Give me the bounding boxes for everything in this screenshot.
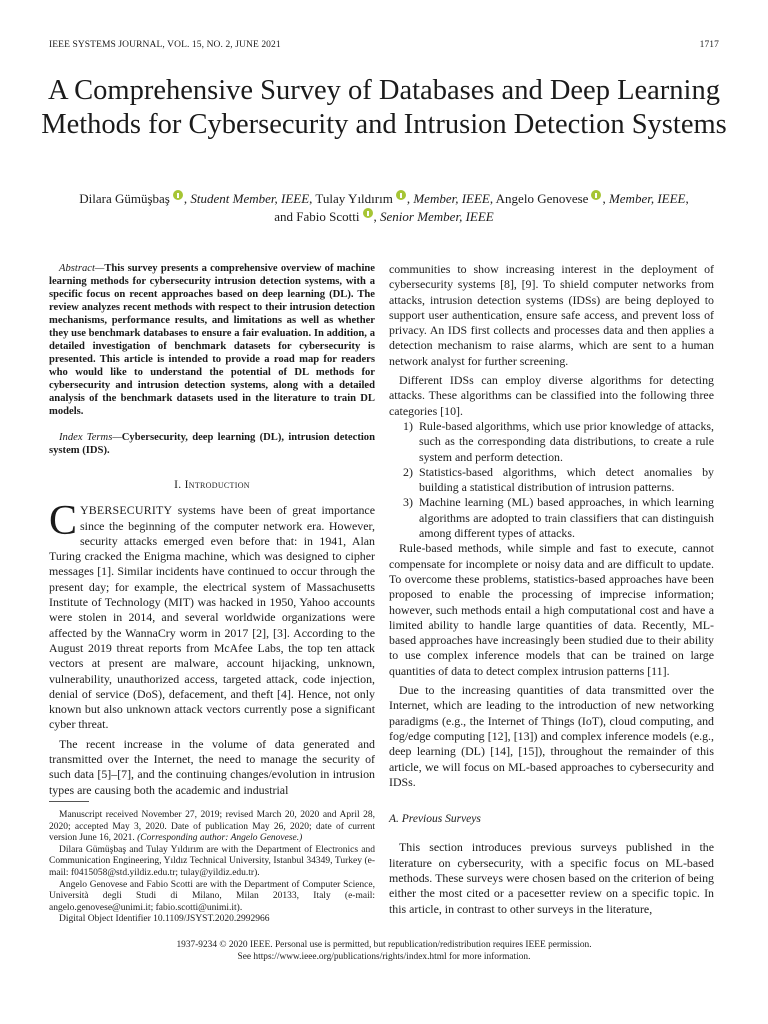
- rights-link[interactable]: See https://www.ieee.org/publications/rights/index.html for more information.: [237, 952, 531, 962]
- page-number: 1717: [699, 40, 719, 50]
- orcid-icon[interactable]: [173, 190, 183, 200]
- footnote-divider: [49, 801, 89, 802]
- intro-paragraph-1: CYBERSECURITY systems have been of great importance since the beginning of the computer network era. However, security attacks emerged even before that: in 1941, Alan Turing cracked the Enigma machine, which was designed to cipher messages [1]. Similar incidents have continued to occur through the present day; for example, the electrical system of Massachusetts Institute of Technology (MIT) was hacked in 1950, Yahoo accounts were stolen in 2014, and several worldwide organizations were affected by the WannaCry worm in 2017 [2], [3]. According to the August 2019 threat reports from McAfee Labs, the top ten attack vectors at present are malware, account hijacking, unknown, vulnerability, unauthorized access, targeted attack, code injection, denial of service (DoS), defacement, and theft [4]. Hence, not only known but also unknown attack vectors currently pose a significant cyber threat.: [49, 498, 375, 732]
- author-name: Tulay Yıldırım: [315, 191, 393, 206]
- author-name: Angelo Genovese: [495, 191, 589, 206]
- drop-cap: C: [49, 498, 78, 545]
- copyright-line: 1937-9234 © 2020 IEEE. Personal use is permitted, but republication/redistribution requires IEEE permission.: [176, 940, 592, 950]
- author-list: Dilara Gümüşbaş , Student Member, IEEE, Tulay Yıldırım , Member, IEEE, Angelo Genovese , Member, IEEE, and Fabio Scotti , Senior Member, IEEE: [79, 191, 689, 224]
- index-terms-text: Cybersecurity, deep learning (DL), intrusion detection system (IDS).: [49, 432, 375, 456]
- paragraph-rule-based: Rule-based methods, while simple and fast to execute, cannot compensate for incomplete or noisy data and are difficult to update. To overcome these problems, statistics-based approaches have been proposed to enable the processing of imprecise information; however, such methods entail a high computational cost and have a limited ability to handle large quantities of data. Recently, ML-based approaches have increasingly been studied due to their ability to use complex inference models that can be trained on large quantities of data to detect complex intrusion patterns [11].: [389, 541, 714, 678]
- copyright-notice: [40, 939, 728, 963]
- subsection-heading-previous-surveys: A. Previous Surveys: [389, 813, 481, 826]
- list-item: 3) Machine learning (ML) based approaches, in which learning algorithms are adopted to train classifiers that can distinguish among different types of attacks.: [403, 495, 714, 541]
- paragraph-previous-surveys: This section introduces previous surveys published in the literature on cybersecurity, with a specific focus on ML-based methods. These surveys were chosen based on the criterion of being either the most cited or a pacesetter review on a specific topic. In this article, in contrast to other surveys in the literature,: [389, 840, 714, 916]
- index-terms: [49, 431, 375, 457]
- orcid-icon[interactable]: [591, 190, 601, 200]
- author-role: Senior Member, IEEE: [380, 209, 494, 224]
- abstract-label: Abstract—: [59, 263, 105, 274]
- paper-title: A Comprehensive Survey of Databases and Deep Learning Methods for Cybersecurity and Intrusion Detection Systems: [41, 75, 727, 140]
- orcid-icon[interactable]: [363, 208, 373, 218]
- journal-name: IEEE SYSTEMS JOURNAL, VOL. 15, NO. 2, JUNE 2021: [49, 40, 281, 50]
- paragraph-ids: Different IDSs can employ diverse algorithms for detecting attacks. These algorithms can be classified into the following three categories [10].: [389, 373, 714, 418]
- paragraph-due: Due to the increasing quantities of data transmitted over the Internet, which are leading to the introduction of new networking paradigms (e.g., the Internet of Things (IoT), cloud computing, and fog/edge computing [12], [13]) and complex inference models (e.g., deep learning (DL) [14], [15]), throughout the remainder of this article, we will focus on ML-based approaches to cybersecurity and IDSs.: [389, 683, 714, 789]
- author-name: Fabio Scotti: [296, 209, 360, 224]
- author-role: Student Member, IEEE: [190, 191, 310, 206]
- footnotes: [49, 810, 375, 926]
- category-list: [389, 419, 714, 541]
- index-terms-label: Index Terms—: [59, 432, 122, 443]
- section-heading-introduction: I. Introduction: [174, 479, 250, 491]
- running-header: [49, 40, 719, 54]
- footnote-doi: Digital Object Identifier 10.1109/JSYST.2020.2992966: [59, 914, 270, 925]
- list-item: 1) Rule-based algorithms, which use prior knowledge of attacks, such as the corresponding data distributions, to create a rule system and perform detection.: [403, 418, 714, 464]
- intro-paragraph-2: The recent increase in the volume of data generated and transmitted over the Internet, the need to manage the security of such data [5]–[7], and the continuing changes/evolution in intrusion types are causing both the academic and industrial: [49, 736, 375, 797]
- abstract: [49, 262, 375, 418]
- paragraph-continuation: communities to show increasing interest in the deployment of cybersecurity systems [8], [9]. To shield computer networks from attacks, intrusion detection systems (IDSs) are being deployed to support user authentication, ensure safe access, and prevent loss of privacy. An IDS first collects and processes data and then applies a detection mechanism to raise alarms, which are sent to a human network analyst for further screening.: [389, 262, 714, 368]
- author-role: Member, IEEE: [413, 191, 490, 206]
- orcid-icon[interactable]: [396, 190, 406, 200]
- footnote-affiliation-1: Dilara Gümüşbaş and Tulay Yıldırım are with the Department of Electronics and Communication Engineering, Yıldız Technical University, Istanbul 34349, Turkey (e-mail: f0415058@std.yildiz.edu.tr; tulay@yildiz.edu.tr).: [49, 844, 375, 878]
- author-name: Dilara Gümüşbaş: [79, 191, 170, 206]
- footnote-affiliation-2: Angelo Genovese and Fabio Scotti are with the Department of Computer Science, Università degli Studi di Milano, Milan 20133, Italy (e-mail: angelo.genovese@unimi.it; fabio.scotti@unimi.it).: [49, 879, 375, 913]
- abstract-text: This survey presents a comprehensive overview of machine learning methods for cybersecurity intrusion detection systems, with a specific focus on recent approaches based on deep learning (DL). The review analyzes recent methods with respect to their intrusion detection mechanisms, performance results, and limitations as well as whether they use benchmark databases to ensure a fair evaluation. In addition, a detailed investigation of benchmark datasets for cybersecurity is presented. This article is intended to provide a road map for readers who would like to understand the potential of DL methods for cybersecurity and intrusion detection systems, along with a detailed analysis of the benchmark datasets used in the literature to train DL models.: [49, 263, 375, 417]
- footnote-manuscript: Manuscript received November 27, 2019; revised March 20, 2020 and April 28, 2020; accepted May 3, 2020. Date of publication May 26, 2020; date of current version June 16, 2021. (Corresponding author: Angelo Genovese.): [49, 810, 375, 844]
- author-role: Member, IEEE: [608, 191, 686, 206]
- list-item: 2) Statistics-based algorithms, which detect anomalies by building a statistical distribution of intrusion patterns.: [403, 464, 714, 495]
- left-column: [49, 262, 375, 798]
- right-column: [389, 262, 714, 917]
